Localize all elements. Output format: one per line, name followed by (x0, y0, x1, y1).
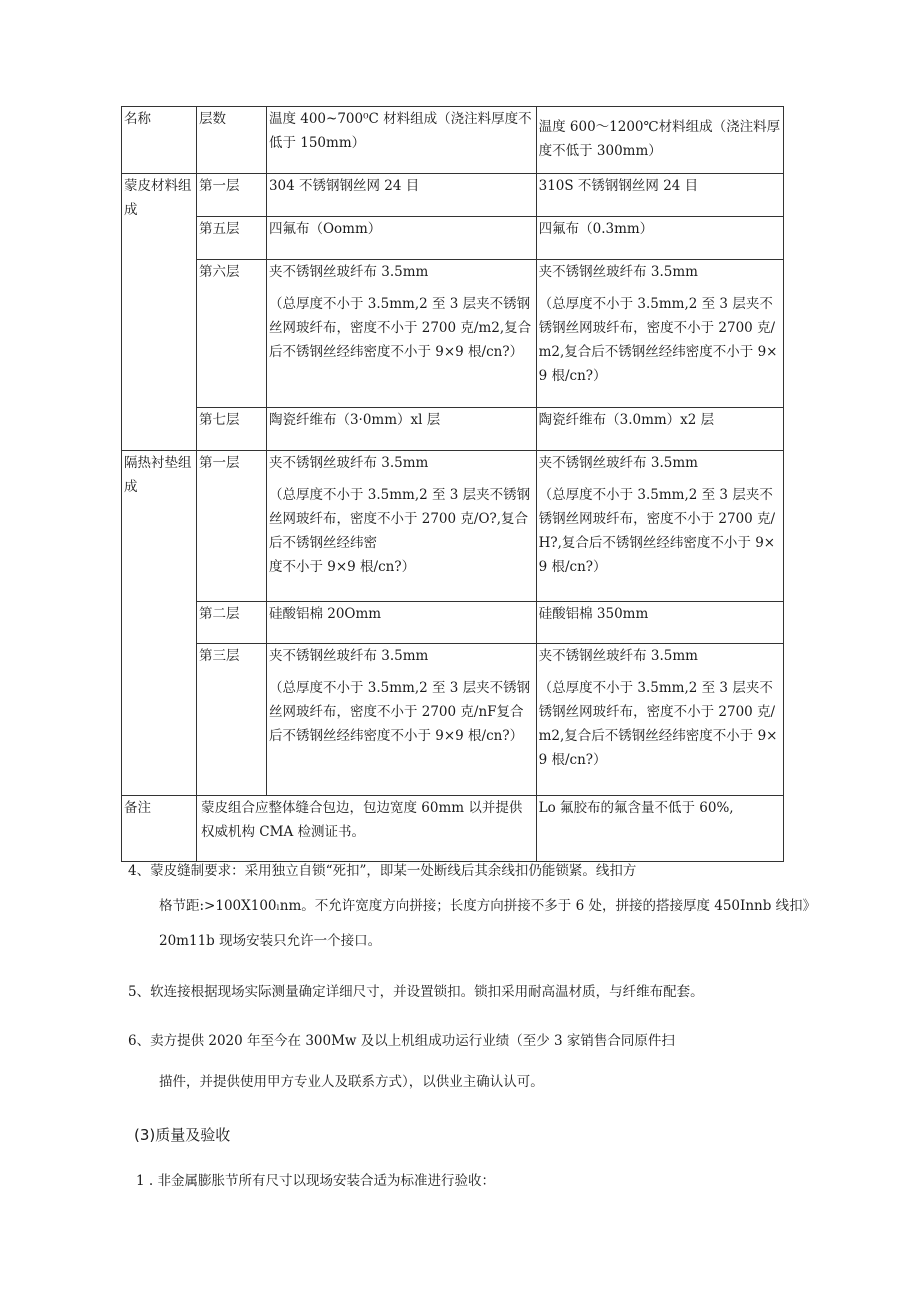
cell-b-line1: 夹不锈钢丝玻纤布 3.5mm (538, 648, 698, 664)
cell-b-detail: （总厚度不小于 3.5mm,2 至 3 层夹不锈钢丝网玻纤布，密度不小于 2700 克/H?,复合后不锈钢丝经纬密度不小于 9×9 根/cn?） (538, 487, 776, 575)
cell-b-detail: （总厚度不小于 3.5mm,2 至 3 层夹不锈钢丝网玻纤布，密度不小于 2700 克/m2,复合后不锈钢丝经纬密度不小于 9×9 根/cn?） (538, 296, 778, 384)
cell-a-detail-cont: 度不小于 9×9 根/cn?） (268, 559, 416, 575)
cell-b: 四氟布（0.3mm） (536, 217, 783, 260)
layer-label: 第三层 (197, 644, 267, 796)
table-row (122, 174, 784, 217)
insulation-group-label: 隔热衬垫组成 (122, 451, 197, 796)
paragraph-5: 5、软连接根据现场实际测量确定详细尺寸，并设置锁扣。锁扣采用耐高温材质，与纤维布配套。 (128, 984, 704, 1000)
cell-a-line1: 夹不锈钢丝玻纤布 3.5mm (268, 455, 429, 471)
table-row (122, 796, 784, 862)
cell-b: 硅酸铝棉 350mm (536, 602, 783, 644)
remarks-b: Lo 氟胶布的氟含量不低于 60%, (536, 796, 783, 862)
cell-a-line1: 夹不锈钢丝玻纤布 3.5mm (268, 648, 429, 664)
cell-a (266, 451, 536, 602)
paragraph-6-line-1: 6、卖方提供 2020 年至今在 300Mw 及以上机组成功运行业绩（至少 3 家销售合同原件扫 (128, 1033, 675, 1049)
paragraph-4-line-2: 格节距:>100X100ₗnm。不允许宽度方向拼接；长度方向拼接不多于 6 处，拼接的搭接厚度 450Innb 线扣》 (159, 898, 817, 914)
layer-label: 第二层 (197, 602, 267, 644)
header-layers: 层数 (197, 107, 267, 174)
remarks-a: 蒙皮组合应整体缝合包边，包边宽度 60mm 以并提供权威机构 CMA 检测证书。 (197, 796, 537, 862)
skin-group-label: 蒙皮材料组成 (122, 174, 197, 451)
layer-label: 第七层 (197, 408, 267, 451)
cell-a: 硅酸铝棉 20Omm (266, 602, 536, 644)
cell-b (536, 644, 783, 796)
table-row (122, 260, 784, 408)
table-row (122, 451, 784, 602)
paragraph-4-line-1: 4、蒙皮缝制要求：采用独立自锁“死扣”，即某一处断线后其余线扣仍能锁紧。线扣方 (128, 863, 637, 879)
materials-table (121, 106, 784, 862)
header-col-b: 温度 600～1200℃材料组成（浇注料厚度不低于 300mm） (536, 107, 783, 174)
cell-b (536, 451, 783, 602)
table-row (122, 644, 784, 796)
list-item-1: 1 . 非金属膨胀节所有尺寸以现场安装合适为标准进行验收： (136, 1173, 495, 1189)
cell-a (266, 644, 536, 796)
cell-a: 304 不锈钢钢丝网 24 目 (266, 174, 536, 217)
cell-b: 陶瓷纤维布（3.0mm）x2 层 (536, 408, 783, 451)
cell-a-detail: （总厚度不小于 3.5mm,2 至 3 层夹不锈钢丝网玻纤布，密度不小于 2700 克/m2,复合后不锈钢丝经纬密度不小于 9×9 根/cn?） (268, 296, 532, 360)
layer-label: 第一层 (197, 174, 267, 217)
cell-b-line1: 夹不锈钢丝玻纤布 3.5mm (538, 455, 698, 471)
layer-label: 第六层 (197, 260, 267, 408)
cell-a-detail: （总厚度不小于 3.5mm,2 至 3 层夹不锈钢丝网玻纤布，密度不小于 2700 克/nF复合后不锈钢丝经纬密度不小于 9×9 根/cn?） (268, 680, 531, 744)
table-row (122, 408, 784, 451)
remarks-label: 备注 (122, 796, 197, 862)
table-row (122, 217, 784, 260)
layer-label: 第五层 (197, 217, 267, 260)
header-name: 名称 (122, 107, 197, 174)
cell-a: 陶瓷纤维布（3·0mm）xl 层 (266, 408, 536, 451)
layer-label: 第一层 (197, 451, 267, 602)
cell-a: 四氟布（Oomm） (266, 217, 536, 260)
cell-a-line1: 夹不锈钢丝玻纤布 3.5mm (268, 264, 429, 280)
cell-a (266, 260, 536, 408)
cell-b-detail: （总厚度不小于 3.5mm,2 至 3 层夹不锈钢丝网玻纤布，密度不小于 2700 克/m2,复合后不锈钢丝经纬密度不小于 9×9 根/cn?） (538, 680, 778, 768)
table-header-row (122, 107, 784, 174)
table-row (122, 602, 784, 644)
cell-b (536, 260, 783, 408)
paragraph-4-line-3: 20m11b 现场安装只允许一个接口。 (159, 933, 382, 949)
cell-b: 310S 不锈钢钢丝网 24 目 (536, 174, 783, 217)
paragraph-6-line-2: 描件，并提供使用甲方专业人及联系方式），以供业主确认认可。 (159, 1074, 544, 1090)
header-col-a: 温度 400~700⁰C 材料组成（浇注料厚度不低于 150mm） (266, 107, 536, 174)
cell-a-detail: （总厚度不小于 3.5mm,2 至 3 层夹不锈钢丝网玻纤布，密度不小于 2700 克/O?,复合后不锈钢丝经纬密 (268, 487, 531, 551)
section-heading: (3)质量及验收 (134, 1126, 231, 1144)
cell-b-line1: 夹不锈钢丝玻纤布 3.5mm (538, 264, 698, 280)
